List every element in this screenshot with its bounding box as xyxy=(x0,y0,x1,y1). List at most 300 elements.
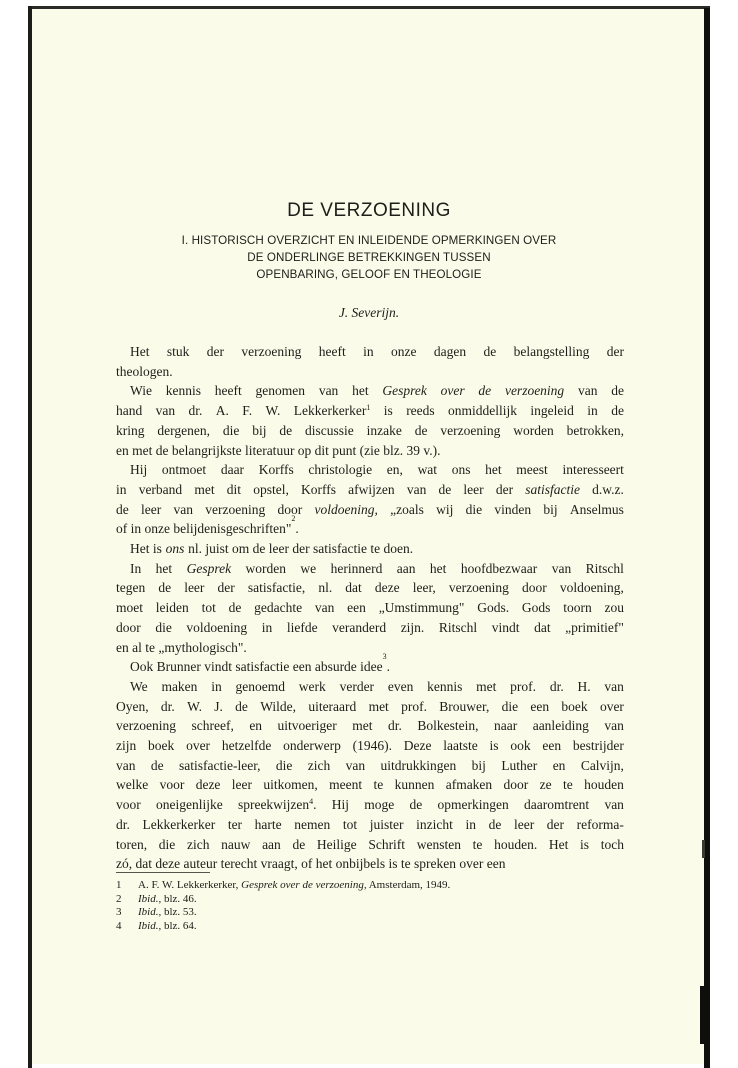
word: dagen xyxy=(433,344,467,359)
word: houden xyxy=(584,777,624,793)
word: leer xyxy=(231,777,253,793)
word: deze xyxy=(195,777,221,793)
word: in xyxy=(116,481,127,497)
word: en, xyxy=(386,462,403,478)
word: kennis xyxy=(427,678,463,694)
text-run: Ibid., xyxy=(138,892,162,905)
word: Gods. xyxy=(477,600,510,616)
word: Bolkestein, xyxy=(417,718,479,734)
text-run: blz. 53. xyxy=(161,906,197,919)
word: der xyxy=(606,344,624,359)
word: met xyxy=(352,718,373,734)
word: dr. xyxy=(388,718,402,734)
word: stuk xyxy=(166,344,190,359)
word: die xyxy=(465,501,483,517)
word: uitvoeriger xyxy=(277,718,337,734)
word: tot xyxy=(201,600,216,616)
text-run: theologen. xyxy=(116,363,173,379)
word: zou xyxy=(604,600,624,616)
word: verzoening xyxy=(116,718,176,734)
word: moge xyxy=(364,797,395,813)
word: kennis xyxy=(165,383,201,399)
word: die xyxy=(501,698,519,714)
footnote-number: 3 xyxy=(116,906,122,919)
word: satisfactie-leer, xyxy=(179,757,261,773)
word: uiteraard xyxy=(308,698,357,714)
word: opstel, xyxy=(253,481,289,497)
word: van xyxy=(577,383,598,399)
word: bestrijder xyxy=(572,738,624,754)
subtitle-line: I. HISTORISCH OVERZICHT EN INLEIDENDE OPMERKINGEN OVER xyxy=(181,234,557,247)
word: Ritschl xyxy=(585,560,624,576)
word: het xyxy=(155,560,173,576)
word: meent xyxy=(329,777,363,793)
word: W. xyxy=(265,403,281,419)
word: Korffs xyxy=(258,462,294,478)
word: die xyxy=(275,757,293,773)
word: werk xyxy=(298,678,326,694)
word: juister xyxy=(369,816,404,832)
word: een xyxy=(530,698,550,714)
word: uitkomen, xyxy=(263,777,318,793)
word: vinden xyxy=(494,501,532,517)
text-line xyxy=(116,598,624,618)
word: het xyxy=(485,462,502,478)
word: Lekkerkerker$^1$ xyxy=(293,403,371,419)
word: aan xyxy=(396,560,416,576)
word: bij xyxy=(471,757,486,773)
footnote-number: 1 xyxy=(116,879,122,891)
word: even xyxy=(387,678,414,694)
word: christologie xyxy=(308,462,373,478)
word: de xyxy=(292,836,306,852)
word: betrokken, xyxy=(566,422,624,438)
text-run: blz. 64. xyxy=(161,919,197,932)
word: van xyxy=(406,481,427,497)
word: wensten xyxy=(416,836,461,852)
word: inzicht xyxy=(416,816,453,832)
word: discussie xyxy=(305,422,354,438)
word: toch xyxy=(600,836,624,852)
word: zijn xyxy=(116,738,137,754)
word: met xyxy=(476,678,497,694)
text-line xyxy=(116,480,624,500)
word: H. xyxy=(577,678,591,694)
scan-edge-mark xyxy=(702,840,705,858)
text-run: Ook Brunner vindt satisfactie een absurde idee xyxy=(130,659,383,675)
word: verder xyxy=(339,678,375,694)
word: zijn. xyxy=(400,619,425,635)
word: Anselmus xyxy=(569,501,624,517)
word: der xyxy=(217,580,235,596)
word: dat xyxy=(534,619,551,635)
word: boek xyxy=(148,738,175,754)
word: Lekkerkerker xyxy=(142,816,216,832)
word: opmerkingen xyxy=(437,797,509,813)
word: A. xyxy=(215,403,229,419)
word: zich xyxy=(186,836,210,852)
word: van xyxy=(551,560,572,576)
word: voor xyxy=(159,777,185,793)
word: toorn xyxy=(563,600,592,616)
word: J. xyxy=(214,698,223,714)
word: heeft xyxy=(318,344,346,359)
word: en xyxy=(249,718,263,734)
word: en xyxy=(552,757,566,773)
word: de xyxy=(611,383,624,399)
word: aanleiding xyxy=(532,718,589,734)
word: afmaken xyxy=(445,777,493,793)
footnote xyxy=(116,906,450,920)
word: gedachte xyxy=(254,600,303,616)
word: ook xyxy=(510,738,531,754)
scan-edge-left xyxy=(28,6,32,1068)
text-line xyxy=(116,500,624,520)
word: een xyxy=(347,600,366,616)
text-run: en al te „mythologisch". xyxy=(116,639,247,655)
word: schreef, xyxy=(191,718,234,734)
word: laatste xyxy=(443,738,478,754)
text-line xyxy=(116,381,624,401)
text-run: A. F. W. Lekkerkerker, xyxy=(138,879,242,891)
word: moet xyxy=(116,600,143,616)
word: te xyxy=(472,836,483,852)
text-line xyxy=(116,736,624,756)
word: worden xyxy=(513,422,554,438)
text-run: . xyxy=(386,659,391,675)
word: der xyxy=(495,481,514,497)
word: Korffs xyxy=(301,481,336,497)
word: de xyxy=(235,698,248,714)
text-line xyxy=(116,697,624,717)
subtitle-line: DE ONDERLINGE BETREKKINGEN TUSSEN xyxy=(247,251,491,264)
word: die xyxy=(222,422,240,438)
word: over xyxy=(186,738,211,754)
word: is xyxy=(383,403,393,419)
word: veranderd xyxy=(332,619,387,635)
word: Ritschl xyxy=(438,619,478,635)
word: wat xyxy=(417,462,438,478)
text-line xyxy=(116,421,624,441)
word: in xyxy=(465,816,476,832)
word: kunnen xyxy=(394,777,435,793)
word: ontmoet xyxy=(161,462,207,478)
word: uitdrukkingen xyxy=(380,757,457,773)
word: verzoening xyxy=(440,422,501,438)
word: meest xyxy=(516,462,548,478)
text-run: blz. 46. xyxy=(161,892,197,905)
word: leer xyxy=(513,816,535,832)
word: dr. xyxy=(549,678,564,694)
word: verzoening xyxy=(504,383,565,399)
footnote xyxy=(116,893,450,907)
word: toren, xyxy=(116,836,148,852)
word: tot xyxy=(342,816,358,832)
word: In xyxy=(130,560,142,576)
text-run: zó, dat deze auteur terecht vraagt, of het onbijbels is te spreken over een xyxy=(116,856,506,872)
text-line xyxy=(116,342,624,362)
word: „primitief" xyxy=(565,619,624,635)
footnote-ref: 3 xyxy=(382,652,387,662)
word: dr. xyxy=(188,403,203,419)
word: houden. xyxy=(494,836,538,852)
text-line xyxy=(116,618,624,638)
word: liefde xyxy=(286,619,318,635)
word: W. xyxy=(187,698,202,714)
word: verzoening xyxy=(448,580,509,596)
word: Hij xyxy=(331,797,350,813)
word: dergenen, xyxy=(157,422,210,438)
word: voor xyxy=(116,797,141,813)
word: Heilige xyxy=(316,836,357,852)
word: van xyxy=(345,757,366,773)
word: dr. xyxy=(116,816,130,832)
footnote xyxy=(116,879,450,893)
text-line xyxy=(116,677,624,697)
word: der xyxy=(206,344,225,359)
word: we xyxy=(300,560,317,576)
text-line xyxy=(116,835,624,855)
word: van xyxy=(314,600,335,616)
word: voldoening xyxy=(186,619,248,635)
word: is xyxy=(489,738,499,754)
word: die xyxy=(155,619,172,635)
word: Het xyxy=(130,344,150,359)
word: welke xyxy=(116,777,149,793)
word: over xyxy=(599,698,624,714)
word: ter xyxy=(227,816,243,832)
word: de xyxy=(414,422,428,438)
word: reforma- xyxy=(576,816,624,832)
word: de xyxy=(488,816,502,832)
word: inzake xyxy=(366,422,402,438)
word: van xyxy=(318,383,339,399)
word: de xyxy=(228,600,242,616)
word: genomen xyxy=(255,383,306,399)
text-line xyxy=(116,756,624,776)
text-line xyxy=(116,362,624,382)
word: met xyxy=(368,698,389,714)
word: onmiddellijk xyxy=(448,403,518,419)
word: kring xyxy=(116,422,145,438)
word: de xyxy=(158,580,172,596)
text-line xyxy=(116,559,624,579)
text-line xyxy=(116,578,624,598)
text-line xyxy=(116,795,624,815)
word: belangstelling xyxy=(513,344,590,359)
text-run: Gesprek over de verzoening, xyxy=(241,879,367,891)
text-line xyxy=(116,815,624,835)
word: de xyxy=(483,344,497,359)
scan-edge-mark xyxy=(700,986,706,1044)
word: F. xyxy=(242,403,253,419)
word: bij xyxy=(543,501,558,517)
text-line xyxy=(116,716,624,736)
word: wij xyxy=(436,501,454,517)
word: het xyxy=(429,560,447,576)
word: Schrift xyxy=(368,836,406,852)
word: ze xyxy=(539,777,552,793)
word: met xyxy=(194,481,215,497)
text-line xyxy=(116,539,624,559)
word: van xyxy=(173,501,193,517)
word: te xyxy=(373,777,384,793)
author-name: J. Severijn. xyxy=(338,305,400,320)
word: ingeleid xyxy=(530,403,574,419)
text-run: Het is xyxy=(130,541,162,557)
text-run: . xyxy=(295,521,299,537)
word: hoofdbezwaar xyxy=(460,560,538,576)
word: verzoening xyxy=(241,344,302,359)
text-line xyxy=(116,514,624,539)
word: prof. xyxy=(401,698,427,714)
word: ons xyxy=(451,462,471,478)
word: nauw xyxy=(221,836,251,852)
word: dit xyxy=(226,481,242,497)
text-run: Ibid., xyxy=(138,906,162,919)
word: Gesprek xyxy=(382,383,427,399)
word: Gesprek xyxy=(186,560,232,576)
word: in xyxy=(587,403,598,419)
word: de xyxy=(478,383,492,399)
footnote-ref: 2 xyxy=(291,514,296,524)
word: over xyxy=(440,383,465,399)
footnote-number: 4 xyxy=(116,919,122,932)
word: Gods xyxy=(521,600,551,616)
word: de xyxy=(150,757,164,773)
text-line xyxy=(116,652,624,677)
word: nemen xyxy=(294,816,331,832)
scan-edge-right xyxy=(704,8,710,1068)
word: heeft xyxy=(214,383,242,399)
word: Luther xyxy=(501,757,538,773)
word: We xyxy=(130,678,148,694)
word: voldoening, xyxy=(559,580,624,596)
word: dr. xyxy=(160,698,175,714)
footnote xyxy=(116,920,450,934)
word: een xyxy=(542,738,562,754)
word: verband xyxy=(138,481,183,497)
text-line xyxy=(116,775,624,795)
word: daar xyxy=(220,462,245,478)
word: daaromtrent xyxy=(523,797,590,813)
word: prof. xyxy=(510,678,537,694)
word: te xyxy=(563,777,573,793)
word: het xyxy=(352,383,369,399)
article-title: DE VERZOENING xyxy=(287,200,451,221)
word: Het xyxy=(548,836,569,852)
word: leer xyxy=(463,481,484,497)
word: leer xyxy=(184,580,205,596)
word: de xyxy=(611,403,624,419)
text-run: Amsterdam, 1949. xyxy=(366,879,451,891)
word: vindt xyxy=(491,619,520,635)
word: spreekwijzen$^4$. xyxy=(237,797,317,813)
word: d.w.z. xyxy=(592,481,624,497)
text-line xyxy=(116,638,624,658)
footnote-number: 2 xyxy=(116,892,122,905)
word: naar xyxy=(493,718,518,734)
word: in xyxy=(211,678,222,694)
word: (1946). xyxy=(352,738,392,754)
word: „Umstimmung" xyxy=(378,600,465,616)
word: herinnerd xyxy=(330,560,383,576)
text-run: nl. juist om de leer der satisfactie te doen. xyxy=(188,541,414,557)
scan-edge-top xyxy=(30,6,710,9)
word: hetzelfde xyxy=(221,738,272,754)
word: tegen xyxy=(116,580,146,596)
word: oneigenlijke xyxy=(155,797,223,813)
word: leiden xyxy=(155,600,189,616)
word: verzoening xyxy=(205,501,266,517)
word: interesseert xyxy=(562,462,624,478)
word: onze xyxy=(391,344,417,359)
word: satisfactie xyxy=(525,481,580,497)
word: door xyxy=(503,777,529,793)
word: nl. xyxy=(318,580,333,596)
text-run: of in onze belijdenisgeschriften" xyxy=(116,521,292,537)
footnote-rule xyxy=(116,872,210,873)
word: aan xyxy=(262,836,281,852)
word: is xyxy=(580,836,590,852)
word: Wie xyxy=(130,383,152,399)
word: leer, xyxy=(412,580,436,596)
word: hand xyxy=(116,403,143,419)
text-line xyxy=(116,460,624,480)
body-text xyxy=(116,342,624,874)
text-line xyxy=(116,401,624,421)
subtitle-line: OPENBARING, GELOOF EN THEOLOGIE xyxy=(256,268,482,281)
word: voldoening, xyxy=(314,501,378,517)
word: Brouwer, xyxy=(439,698,490,714)
text-run: Ibid., xyxy=(138,919,162,932)
word: van xyxy=(116,757,136,773)
word: afwijzen xyxy=(348,481,395,497)
word: zich xyxy=(307,757,331,773)
text-line xyxy=(116,441,624,461)
word: die xyxy=(158,836,176,852)
word: de xyxy=(409,797,423,813)
text-run: ons xyxy=(165,541,185,557)
word: van xyxy=(604,718,624,734)
word: Wilde, xyxy=(260,698,297,714)
word: van xyxy=(604,797,624,813)
word: Hij xyxy=(130,462,148,478)
word: reeds xyxy=(406,403,435,419)
word: van xyxy=(604,678,624,694)
word: onderwerp xyxy=(283,738,341,754)
word: satisfactie, xyxy=(247,580,306,596)
word: door xyxy=(521,580,547,596)
word: dat xyxy=(345,580,362,596)
word: Calvijn, xyxy=(580,757,624,773)
word: harte xyxy=(254,816,282,832)
word: Deze xyxy=(403,738,432,754)
word: de xyxy=(116,501,129,517)
article-subtitle xyxy=(0,232,738,283)
word: in xyxy=(261,619,273,635)
word: door xyxy=(116,619,141,635)
word: van xyxy=(155,403,176,419)
word: door xyxy=(277,501,303,517)
word: de xyxy=(279,422,293,438)
footnotes xyxy=(116,879,450,933)
word: der xyxy=(546,816,565,832)
word: in xyxy=(363,344,374,359)
word: boek xyxy=(561,698,588,714)
word: „zoals xyxy=(390,501,424,517)
word: Oyen, xyxy=(116,698,149,714)
